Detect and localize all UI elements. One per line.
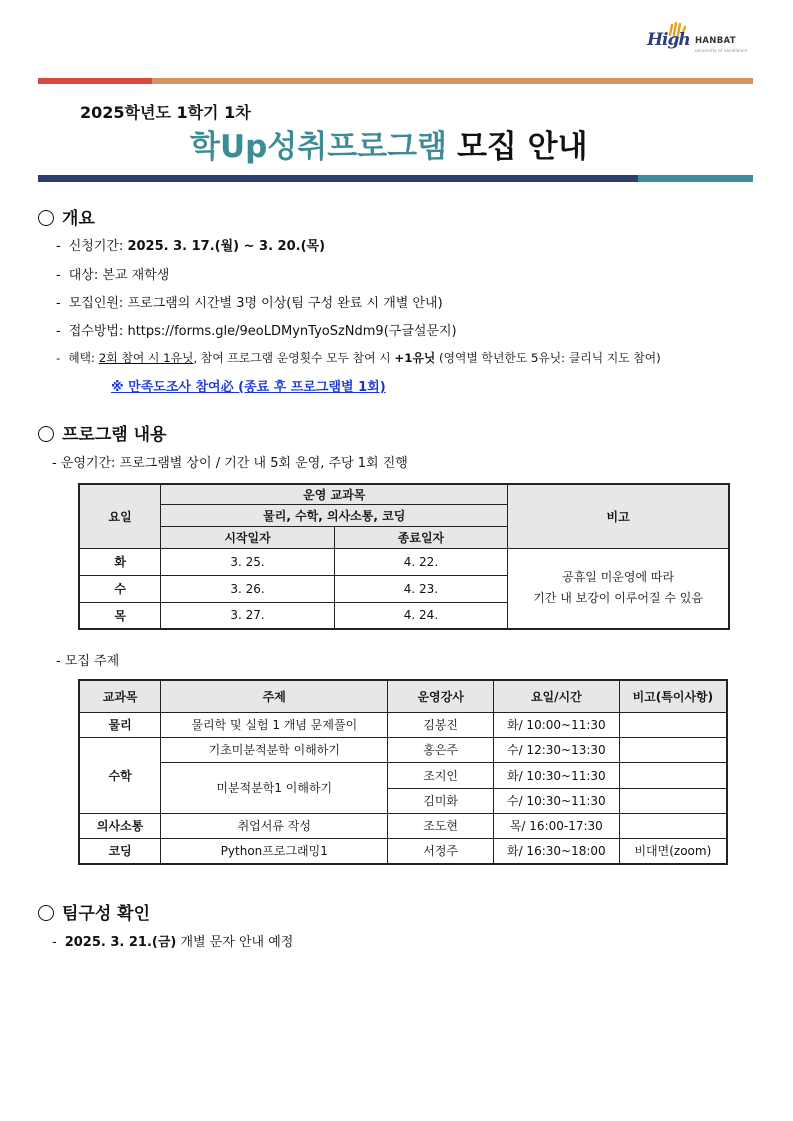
form-link[interactable]: https://forms.gle/9eoLDMynTyoSzNdm9(구글설문지) [127, 324, 457, 339]
table-row: 코딩 Python프로그래밍1 서정주 화/ 16:30~18:00 비대면(zoom) [79, 838, 727, 864]
list-item-benefit: - 혜택: 2회 참여 시 1유닛, 참여 프로그램 운영횟수 모두 참여 시 +1유닛 (영역별 학년한도 5유닛: 클리닉 지도 참여) [56, 351, 661, 365]
table-row: 화 3. 25. 4. 22. 공휴일 미운영에 따라 기간 내 보강이 이루어질 수 있음 [79, 548, 729, 575]
circle-bullet-icon [38, 210, 54, 226]
logo-tagline: university of excellence [695, 48, 748, 53]
table-row: 김미화 수/ 10:30~11:30 [79, 788, 727, 813]
top-color-bar [38, 78, 753, 84]
topics-table: 교과목 주제 운영강사 요일/시간 비고(특이사항) 물리 물리학 및 실험 1 개념 문제풀이 김봉진 화/ 10:00~11:30 수학 기초미분적분학 이해하기 홍은주 수/ 12:30~13:30 미분적분학1 이해하기 조지인 화/ 10:30~11:30 김미화 수/ 10:30~11:30 의사소통 취업서류 작성 조도현 목/ 16:00-17:30 코딩 Python프로그래밍1 서정주 화/ 16:30~18:00 비대면(zoom) [78, 679, 728, 865]
period-text: - 운영기간: 프로그램별 상이 / 기간 내 5회 운영, 주당 1회 진행 [52, 456, 408, 471]
table-row: 의사소통 취업서류 작성 조도현 목/ 16:00-17:30 [79, 813, 727, 838]
table-row: 목 3. 27. 4. 24. [79, 602, 729, 629]
title-accent: 학Up성취프로그램 [190, 129, 447, 165]
list-item: - 대상: 본교 재학생 [56, 268, 170, 283]
table-row: 미분적분학1 이해하기 조지인 화/ 10:30~11:30 [79, 762, 727, 788]
doc-title [190, 121, 588, 166]
logo-brand: HANBAT [695, 36, 736, 46]
section-overview [38, 204, 95, 229]
team-notice: - 2025. 3. 21.(금) 개별 문자 안내 예정 [52, 935, 294, 950]
table-row: 수학 기초미분적분학 이해하기 홍은주 수/ 12:30~13:30 [79, 737, 727, 762]
section-team [38, 899, 150, 924]
title-rest: 모집 안내 [456, 129, 588, 165]
hanbat-logo [647, 22, 755, 58]
schedule-note: 공휴일 미운영에 따라 기간 내 보강이 이루어질 수 있음 [508, 548, 729, 629]
list-item: - 신청기간: 2025. 3. 17.(월) ~ 3. 20.(목) [56, 239, 326, 254]
survey-note: ※ 만족도조사 참여必 (종료 후 프로그램별 1회) [111, 380, 386, 395]
schedule-table: 요일 운영 교과목 비고 물리, 수학, 의사소통, 코딩 시작일자 종료일자 화 3. 25. 4. 22. 공휴일 미운영에 따라 기간 내 보강이 이루어질 수 있음 수 3. 26. 4. 23. 목 3. 27. 4. 24. [78, 483, 730, 630]
list-item: - 모집인원: 프로그램의 시간별 3명 이상(팀 구성 완료 시 개별 안내) [56, 296, 443, 311]
table-row: 수 3. 26. 4. 23. [79, 575, 729, 602]
doc-subtitle: 2025학년도 1학기 1차 [80, 103, 251, 122]
section-heading: 프로그램 내용 [62, 425, 167, 445]
section-heading: 개요 [62, 209, 95, 229]
topics-label: - 모집 주제 [56, 654, 120, 669]
circle-bullet-icon [38, 905, 54, 921]
list-item: - 접수방법: https://forms.gle/9eoLDMynTyoSzNdm9(구글설문지) [56, 324, 457, 339]
circle-bullet-icon [38, 426, 54, 442]
section-heading: 팀구성 확인 [62, 904, 151, 924]
bottom-color-bar [38, 175, 753, 182]
logo-script: High [647, 30, 690, 50]
table-row: 물리 물리학 및 실험 1 개념 문제풀이 김봉진 화/ 10:00~11:30 [79, 712, 727, 737]
section-program [38, 420, 166, 445]
